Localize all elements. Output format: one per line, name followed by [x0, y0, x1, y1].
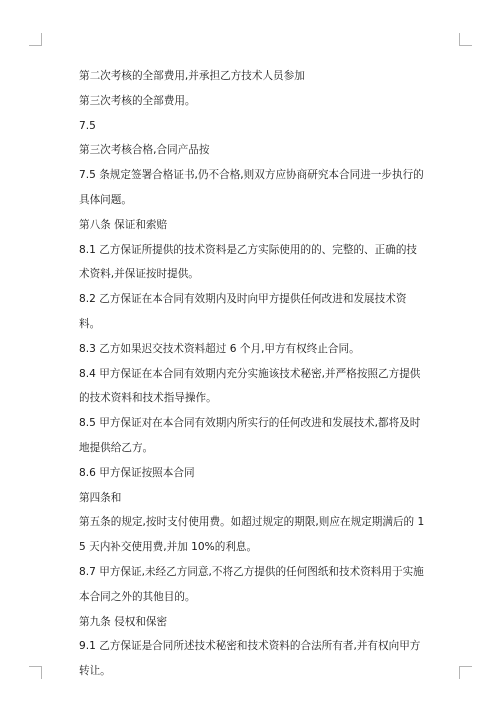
crop-mark-bottom-right: [459, 666, 472, 679]
paragraph: 7.5 条规定签署合格证书,仍不合格,则双方应协商研究本合同进一步执行的具体问题。: [79, 169, 424, 206]
crop-mark-bottom-left: [29, 666, 42, 679]
paragraph: 8.4 甲方保证在本合同有效期内充分实施该技术秘密,并严格按照乙方提供的技术资料和技术指导操作。: [79, 367, 421, 405]
paragraph: 第二次考核的全部费用,并承担乙方技术人员参加: [79, 70, 305, 82]
paragraph: 8.5 甲方保证对在本合同有效期内所实行的任何改进和发展技术,都将及时地提供给乙方。: [79, 417, 421, 454]
paragraph: 第三次考核合格,合同产品按: [79, 144, 210, 157]
section-heading: 第九条 侵权和保密: [79, 615, 168, 628]
crop-mark-top-left: [29, 33, 42, 46]
crop-mark-top-right: [459, 33, 472, 46]
paragraph: 7.5: [79, 119, 96, 132]
paragraph: 9.1 乙方保证是合同所述技术秘密和技术资料的合法所有者,并有权向甲方转让。: [79, 640, 421, 678]
paragraph: 8.3 乙方如果迟交技术资料超过 6 个月,甲方有权终止合同。: [79, 342, 360, 355]
paragraph: 8.6 甲方保证按照本合同: [79, 466, 195, 479]
paragraph: 8.7 甲方保证,未经乙方同意,不将乙方提供的任何图纸和技术资料用于实施本合同之外的其他目的。: [79, 565, 424, 603]
paragraph: 8.2 乙方保证在本合同有效期内及时向甲方提供任何改进和发展技术资料。: [79, 293, 407, 330]
paragraph: 第四条和: [79, 491, 122, 504]
section-heading: 第八条 保证和索赔: [79, 218, 168, 231]
document-body: [79, 64, 427, 684]
paragraph: 第五条的规定,按时支付使用费。如超过规定的期限,则应在规定期满后的 15 天内补交使用费,并加 10%的利息。: [79, 516, 425, 554]
paragraph: 8.1 乙方保证所提供的技术资料是乙方实际使用的的、完整的、正确的技术资料,并保证按时提供。: [79, 243, 418, 281]
paragraph: 第三次考核的全部费用。: [79, 94, 196, 107]
